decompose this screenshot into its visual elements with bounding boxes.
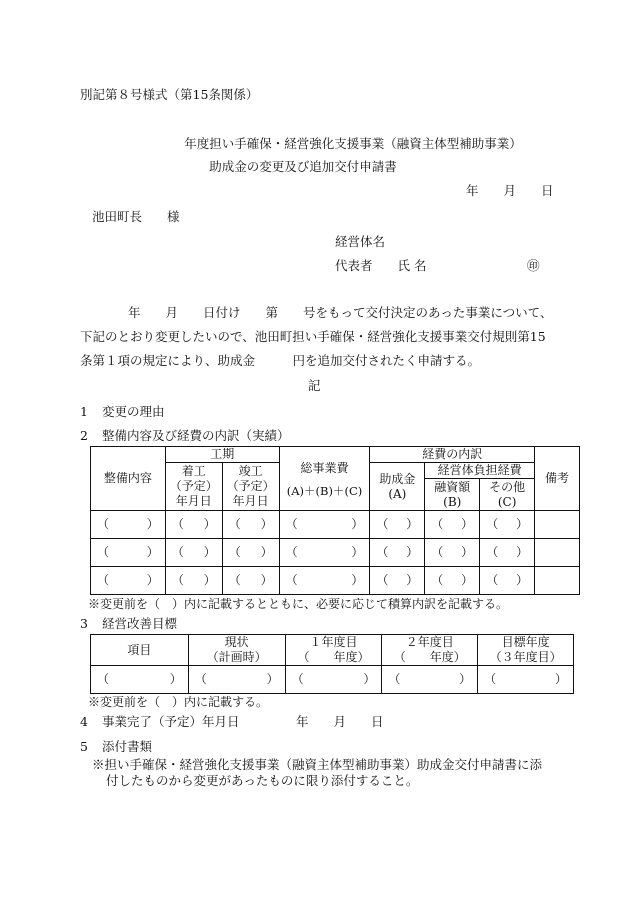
cell-subsidy[interactable]: （ ） xyxy=(370,567,425,595)
cell-end[interactable]: （ ） xyxy=(222,539,279,567)
section1-label: 変更の理由 xyxy=(102,404,165,419)
header-remarks: 備考 xyxy=(535,447,580,511)
ki-marker: 記 xyxy=(308,378,321,393)
section3-number: 3 xyxy=(80,616,88,631)
header-subsidy: 助成金 (A) xyxy=(370,463,425,511)
cell-start[interactable]: （ ） xyxy=(165,511,222,539)
header-item: 項目 xyxy=(91,635,189,666)
document-title-line1: 年度担い手確保・経営強化支援事業（融資主体型補助事業） xyxy=(184,136,522,151)
header-end: 竣工 （予定） 年月日 xyxy=(222,463,279,511)
table-row xyxy=(91,666,574,694)
cell-loan[interactable]: （ ） xyxy=(425,567,480,595)
header-breakdown: 経費の内訳 xyxy=(370,447,535,463)
header-loan: 融資額 (B) xyxy=(425,479,480,511)
header-other: その他 (C) xyxy=(480,479,535,511)
cell-item[interactable]: （ ） xyxy=(91,666,189,694)
header-self-burden: 経営体負担経費 xyxy=(425,463,535,479)
header-total xyxy=(279,447,370,511)
section2-note: ※変更前を（ ）内に記載するとともに、必要に応じて積算内訳を記載する。 xyxy=(88,597,509,611)
section5-note-line1: ※担い手確保・経営強化支援事業（融資主体型補助事業）助成金交付申請書に添 xyxy=(92,757,543,772)
header-content: 整備内容 xyxy=(91,447,166,511)
section4-number: 4 xyxy=(80,714,88,729)
improvement-table xyxy=(90,634,574,694)
cell-content[interactable]: （ ） xyxy=(91,539,166,567)
section5-label: 添付書類 xyxy=(102,739,153,754)
cell-loan[interactable]: （ ） xyxy=(425,511,480,539)
cell-year1[interactable]: （ ） xyxy=(285,666,382,694)
header-period: 工期 xyxy=(165,447,279,463)
cell-current[interactable]: （ ） xyxy=(188,666,285,694)
document-title-line2: 助成金の変更及び追加交付申請書 xyxy=(209,159,397,174)
cell-subsidy[interactable]: （ ） xyxy=(370,511,425,539)
cell-remarks[interactable] xyxy=(535,567,580,595)
table-row xyxy=(91,511,580,539)
seal-mark: ㊞ xyxy=(527,258,540,273)
cell-end[interactable]: （ ） xyxy=(222,567,279,595)
form-number: 別記第８号様式（第15条関係） xyxy=(80,87,259,102)
cell-year2[interactable]: （ ） xyxy=(382,666,478,694)
header-total-label: 総事業費 xyxy=(300,460,349,475)
cell-total[interactable]: （ ） xyxy=(279,511,370,539)
header-year1: １年度目 （ 年度） xyxy=(285,635,382,666)
entity-name-label: 経営体名 xyxy=(335,234,386,249)
cell-loan[interactable]: （ ） xyxy=(425,539,480,567)
cell-content[interactable]: （ ） xyxy=(91,511,166,539)
representative-label: 代表者 氏 名 xyxy=(335,258,427,273)
section3-label: 経営改善目標 xyxy=(102,616,178,631)
header-year2: ２年度目 （ 年度） xyxy=(382,635,478,666)
section2-number: 2 xyxy=(80,428,88,443)
body-line-1: 年 月 日付け 第 号をもって交付決定のあった事業について、 xyxy=(128,305,553,320)
header-current: 現状 （計画時） xyxy=(188,635,285,666)
section4-label: 事業完了（予定）年月日 xyxy=(102,714,240,729)
cell-remarks[interactable] xyxy=(535,539,580,567)
cell-content[interactable]: （ ） xyxy=(91,567,166,595)
section3-note: ※変更前を（ ）内に記載する。 xyxy=(88,695,269,709)
completion-date: 年 月 日 xyxy=(296,714,384,729)
cell-remarks[interactable] xyxy=(535,511,580,539)
table-row xyxy=(91,539,580,567)
cell-subsidy[interactable]: （ ） xyxy=(370,539,425,567)
expense-table xyxy=(90,446,580,595)
cell-end[interactable]: （ ） xyxy=(222,511,279,539)
addressee: 池田町長 様 xyxy=(92,209,180,224)
header-total-formula: (A)＋(B)＋(C) xyxy=(286,483,363,498)
header-start: 着工 （予定） 年月日 xyxy=(165,463,222,511)
body-line-2: 下記のとおり変更したいので、池田町担い手確保・経営強化支援事業交付規則第15 xyxy=(80,329,546,344)
cell-target[interactable]: （ ） xyxy=(478,666,574,694)
cell-other[interactable]: （ ） xyxy=(480,567,535,595)
section5-note-line2: 付したものから変更があったものに限り添付すること。 xyxy=(106,773,419,788)
cell-other[interactable]: （ ） xyxy=(480,511,535,539)
section5-number: 5 xyxy=(80,739,88,754)
body-line-3: 条第１項の規定により、助成金 円を追加交付されたく申請する。 xyxy=(80,353,481,368)
cell-start[interactable]: （ ） xyxy=(165,567,222,595)
cell-total[interactable]: （ ） xyxy=(279,539,370,567)
application-date: 年 月 日 xyxy=(466,183,554,198)
table-row xyxy=(91,567,580,595)
cell-start[interactable]: （ ） xyxy=(165,539,222,567)
section2-label: 整備内容及び経費の内訳（実績） xyxy=(102,428,290,443)
cell-other[interactable]: （ ） xyxy=(480,539,535,567)
header-target: 目標年度 （３年度目） xyxy=(478,635,574,666)
cell-total[interactable]: （ ） xyxy=(279,567,370,595)
section1-number: 1 xyxy=(80,404,88,419)
